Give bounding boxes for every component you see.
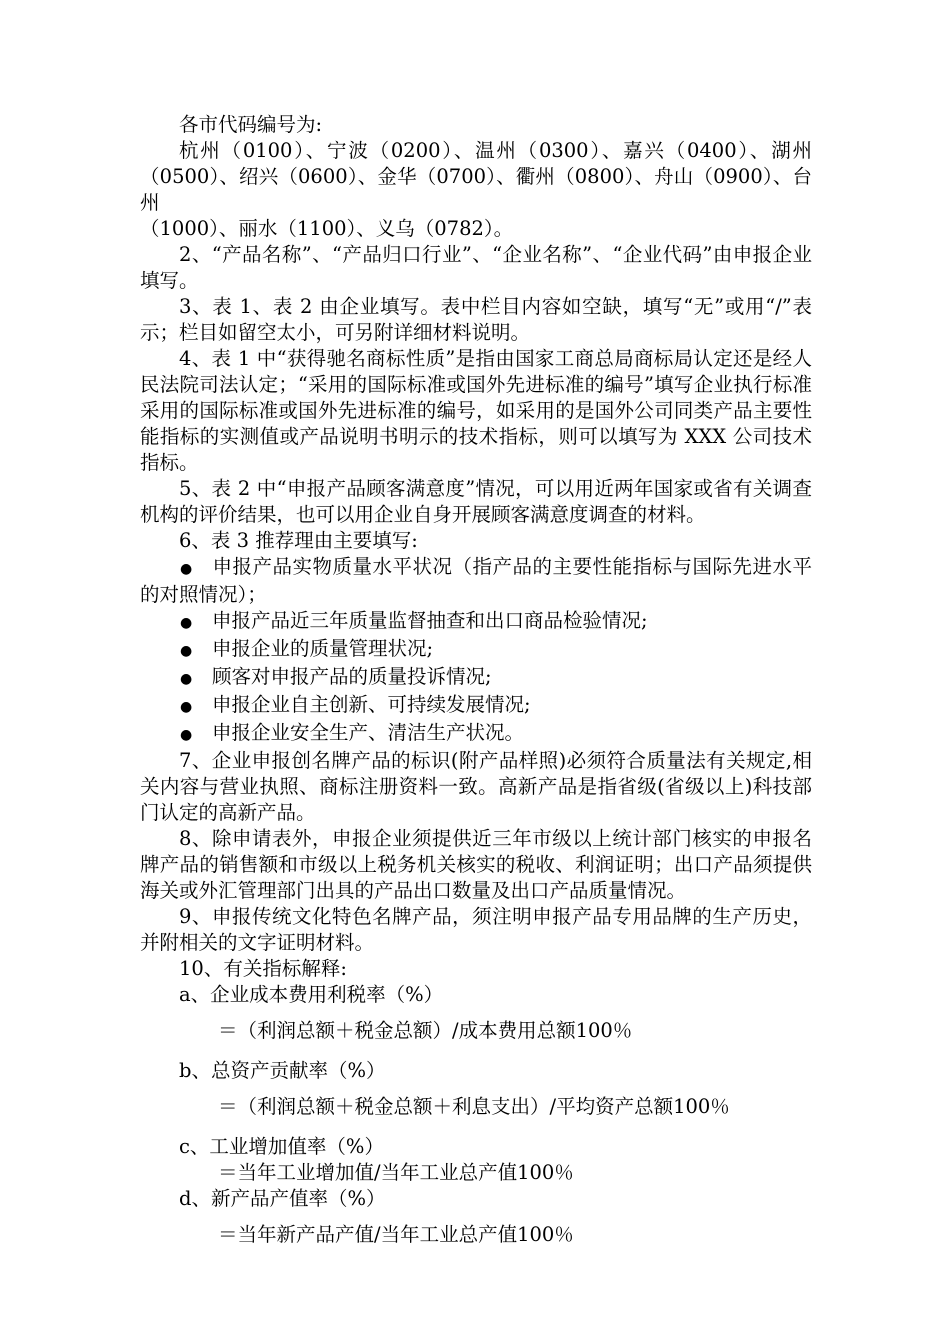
indicator-b-formula: ＝（利润总额＋税金总额＋利息支出）/平均资产总额100％: [218, 1095, 730, 1118]
bullet-item: [140, 608, 812, 636]
paragraph-item-9: 9、申报传统文化特色名牌产品，须注明申报产品专用品牌的生产历史，并附相关的文字证明材料。: [140, 905, 812, 954]
indicator-a-label: a、企业成本费用利税率（%）: [179, 983, 444, 1006]
paragraph-item-6: 6、表 3 推荐理由主要填写:: [179, 529, 418, 552]
bullet-item: [140, 636, 812, 664]
bullet-item: [140, 554, 812, 608]
city-codes-title: 各市代码编号为:: [179, 113, 323, 136]
indicator-c-formula: ＝当年工业增加值/当年工业总产值100％: [218, 1161, 574, 1184]
paragraph-item-3: 3、表 1、表 2 由企业填写。表中栏目内容如空缺，填写“无”或用“/”表示；栏目如留空太小，可另附详细材料说明。: [140, 295, 812, 344]
bullet-dot-icon: ●: [180, 615, 193, 631]
bullet-dot-icon: ●: [180, 727, 193, 743]
indicator-b-label: b、总资产贡献率（%）: [179, 1059, 386, 1082]
bullet-dot-icon: ●: [180, 643, 193, 659]
bullet-item: [140, 720, 812, 748]
reason-bullet-list: [140, 554, 812, 748]
indicator-definitions: [140, 982, 812, 1248]
paragraph-item-2: 2、“产品名称”、“产品归口行业”、“企业名称”、“企业代码”由申报企业填写。: [140, 243, 812, 292]
bullet-text: 申报产品近三年质量监督抽查和出口商品检验情况;: [212, 609, 648, 632]
paragraph-item-5: 5、表 2 中“申报产品顾客满意度”情况，可以用近两年国家或省有关调查机构的评价结果，也可以用企业自身开展顾客满意度调查的材料。: [140, 477, 812, 526]
bullet-text: 申报企业自主创新、可持续发展情况;: [212, 693, 531, 716]
paragraph-item-4: 4、表 1 中“获得驰名商标性质”是指由国家工商总局商标局认定还是经人民法院司法认定；“采用的国际标准或国外先进标准的编号”填写企业执行标准采用的国际标准或国外先进标准的编号，如采用的是国外公司同类产品主要性能指标的实测值或产品说明书明示的技术指标，则可以填写为 XXX 公司技术指标。: [140, 347, 812, 474]
indicator-a-formula: ＝（利润总额＋税金总额）/成本费用总额100％: [218, 1019, 633, 1042]
paragraph-item-7: 7、企业申报创名牌产品的标识(附产品样照)必须符合质量法有关规定,相关内容与营业执照、商标注册资料一致。高新产品是指省级(省级以上)科技部门认定的高新产品。: [140, 749, 812, 824]
indicator-c-label: c、工业增加值率（%）: [179, 1135, 384, 1158]
paragraph-item-8: 8、除申请表外，申报企业须提供近三年市级以上统计部门核实的申报名牌产品的销售额和市级以上税务机关核实的税收、利润证明；出口产品须提供海关或外汇管理部门出具的产品出口数量及出口产品质量情况。: [140, 827, 812, 902]
city-codes-line-1: 杭州（0100）、宁波（0200）、温州（0300）、嘉兴（0400）、湖州: [179, 139, 812, 162]
city-codes-line-2: （0500）、绍兴（0600）、金华（0700）、衢州（0800）、舟山（0900）、台州: [140, 165, 812, 214]
bullet-text: 顾客对申报产品的质量投诉情况;: [212, 665, 492, 688]
bullet-text: 申报企业的质量管理状况;: [212, 637, 434, 660]
bullet-dot-icon: ●: [180, 671, 193, 687]
city-codes-line-3: （1000）、丽水（1100）、义乌（0782）。: [140, 217, 514, 240]
bullet-item: [140, 692, 812, 720]
indicator-d-label: d、新产品产值率（%）: [179, 1187, 386, 1210]
document-page: [140, 112, 812, 1262]
bullet-text: 申报产品实物质量水平状况（指产品的主要性能指标与国际先进水平的对照情况）；: [140, 555, 812, 606]
paragraph-item-10: 10、有关指标解释:: [179, 957, 347, 980]
bullet-dot-icon: ●: [180, 699, 193, 715]
bullet-text: 申报企业安全生产、清洁生产状况。: [212, 721, 525, 744]
bullet-item: [140, 664, 812, 692]
bullet-dot-icon: ●: [180, 561, 193, 577]
indicator-d-formula: ＝当年新产品产值/当年工业总产值100％: [218, 1223, 574, 1246]
